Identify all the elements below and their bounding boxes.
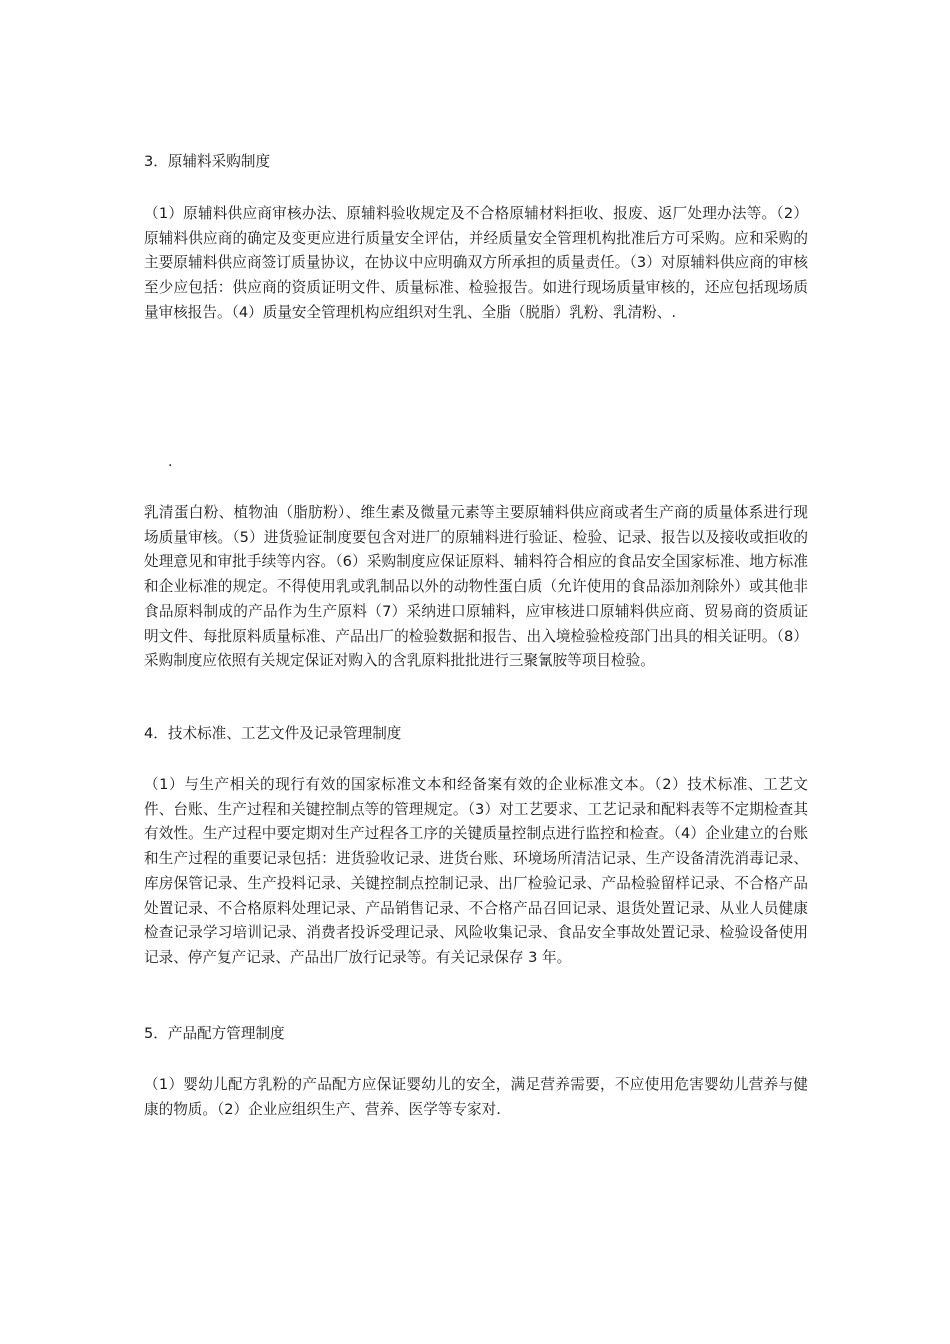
section-4-heading: 4．技术标准、工艺文件及记录管理制度 bbox=[144, 725, 402, 742]
section-3-paragraph-2: 乳清蛋白粉、植物油（脂肪粉）、维生素及微量元素等主要原辅料供应商或者生产商的质量体系进行现场质量审核。（5）进货验证制度要包含对进厂的原辅料进行验证、检验、记录、报告以及接收或拒收的处理意见和审批手续等内容。（6）采购制度应保证原料、辅料符合相应的食品安全国家标准、地方标准和企业标准的规定。不得使用乳或乳制品以外的动物性蛋白质（允许使用的食品添加剂除外）或其他非食品原料制成的产品作为生产原料（7）采纳进口原辅料，应审核进口原辅料供应商、贸易商的资质证明文件、每批原料质量标准、产品出厂的检验数据和报告、出入境检验检疫部门出具的相关证明。（8）采购制度应依照有关规定保证对购入的含乳原料批批进行三聚氰胺等项目检验。 bbox=[144, 504, 808, 670]
section-4-paragraph: （1）与生产相关的现行有效的国家标准文本和经备案有效的企业标准文本。（2）技术标准、工艺文件、台账、生产过程和关键控制点等的管理规定。（3）对工艺要求、工艺记录和配料表等不定期检查其有效性。生产过程中要定期对生产过程各工序的关键质量控制点进行监控和检查。（4）企业建立的台账和生产过程的重要记录包括：进货验收记录、进货台账、环境场所清洁记录、生产设备清洗消毒记录、库房保管记录、生产投料记录、关键控制点控制记录、出厂检验记录、产品检验留样记录、不合格产品处置记录、不合格原料处理记录、产品销售记录、不合格产品召回记录、退货处置记录、从业人员健康检查记录学习培训记录、消费者投诉受理记录、风险收集记录、食品安全事故处置记录、检验设备使用记录、停产复产记录、产品出厂放行记录等。有关记录保存 3 年。 bbox=[144, 776, 808, 966]
section-5-heading: 5．产品配方管理制度 bbox=[144, 1025, 285, 1042]
section-3-heading: 3．原辅料采购制度 bbox=[144, 153, 271, 170]
section-5-paragraph: （1）婴幼儿配方乳粉的产品配方应保证婴幼儿的安全，满足营养需要，不应使用危害婴幼儿营养与健康的物质。（2）企业应组织生产、营养、医学等专家对. bbox=[144, 1076, 808, 1118]
page-break-dot: . bbox=[168, 454, 173, 470]
section-3-paragraph-1: （1）原辅料供应商审核办法、原辅料验收规定及不合格原辅材料拒收、报废、返厂处理办法等。（2）原辅料供应商的确定及变更应进行质量安全评估，并经质量安全管理机构批准后方可采购。应和采购的主要原辅料供应商签订质量协议，在协议中应明确双方所承担的质量责任。（3）对原辅料供应商的审核至少应包括：供应商的资质证明文件、质量标准、检验报告。如进行现场质量审核的，还应包括现场质量审核报告。（4）质量安全管理机构应组织对生乳、全脂（脱脂）乳粉、乳清粉、. bbox=[144, 205, 808, 321]
